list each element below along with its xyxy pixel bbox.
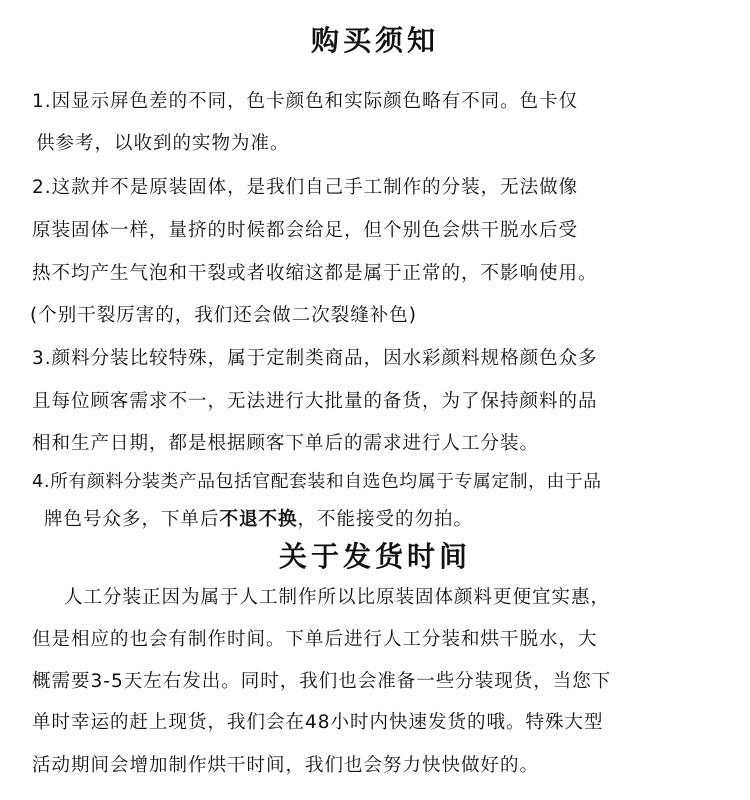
notice-line-8: 且每位顾客需求不一，无法进行大批量的备货，为了保持颜料的品 xyxy=(32,391,598,412)
shipping-line-2: 但是相应的也会有制作时间。下单后进行人工分装和烘干脱水，大 xyxy=(32,629,598,650)
shipping-line-3: 概需要3-5天左右发出。同时，我们也会准备一些分装现货，当您下 xyxy=(32,671,612,692)
shipping-line-4: 单时幸运的赶上现货，我们会在48小时内快速发货的哦。特殊大型 xyxy=(32,712,604,733)
notice-line-2: 供参考，以收到的实物为准。 xyxy=(36,133,290,154)
shipping-time-title: 关于发货时间 xyxy=(278,540,471,573)
shipping-line-5: 活动期间会增加制作烘干时间，我们也会努力快快做好的。 xyxy=(32,755,540,776)
notice-line-4: 原装固体一样，量挤的时候都会给足，但个别色会烘干脱水后受 xyxy=(32,220,579,241)
notice-line-9: 相和生产日期，都是根据顾客下单后的需求进行人工分装。 xyxy=(32,433,540,454)
no-return-emphasis: 不退不换 xyxy=(219,509,298,530)
notice-line-10: 4.所有颜料分装类产品包括官配套装和自选色均属于专属定制，由于品 xyxy=(32,471,602,492)
notice-line-1: 1.因显示屏色差的不同，色卡颜色和实际颜色略有不同。色卡仅 xyxy=(32,91,579,112)
notice-line-11-before: 牌色号众多，下单后 xyxy=(44,509,220,530)
notice-line-11 xyxy=(44,506,473,534)
notice-line-3: 2.这款并不是原装固体，是我们自己手工制作的分装，无法做像 xyxy=(32,177,579,198)
notice-line-5: 热不均产生气泡和干裂或者收缩这都是属于正常的，不影响使用。 xyxy=(32,263,598,284)
shipping-line-1: 人工分装正因为属于人工制作所以比原装固体颜料更便宜实惠， xyxy=(64,587,611,608)
notice-line-7: 3.颜料分装比较特殊，属于定制类商品，因水彩颜料规格颜色众多 xyxy=(32,348,598,369)
notice-line-6: (个别干裂厉害的，我们还会做二次裂缝补色) xyxy=(30,305,417,326)
notice-line-11-after: ，不能接受的勿拍。 xyxy=(297,509,474,530)
purchase-notice-title: 购买须知 xyxy=(310,24,439,57)
